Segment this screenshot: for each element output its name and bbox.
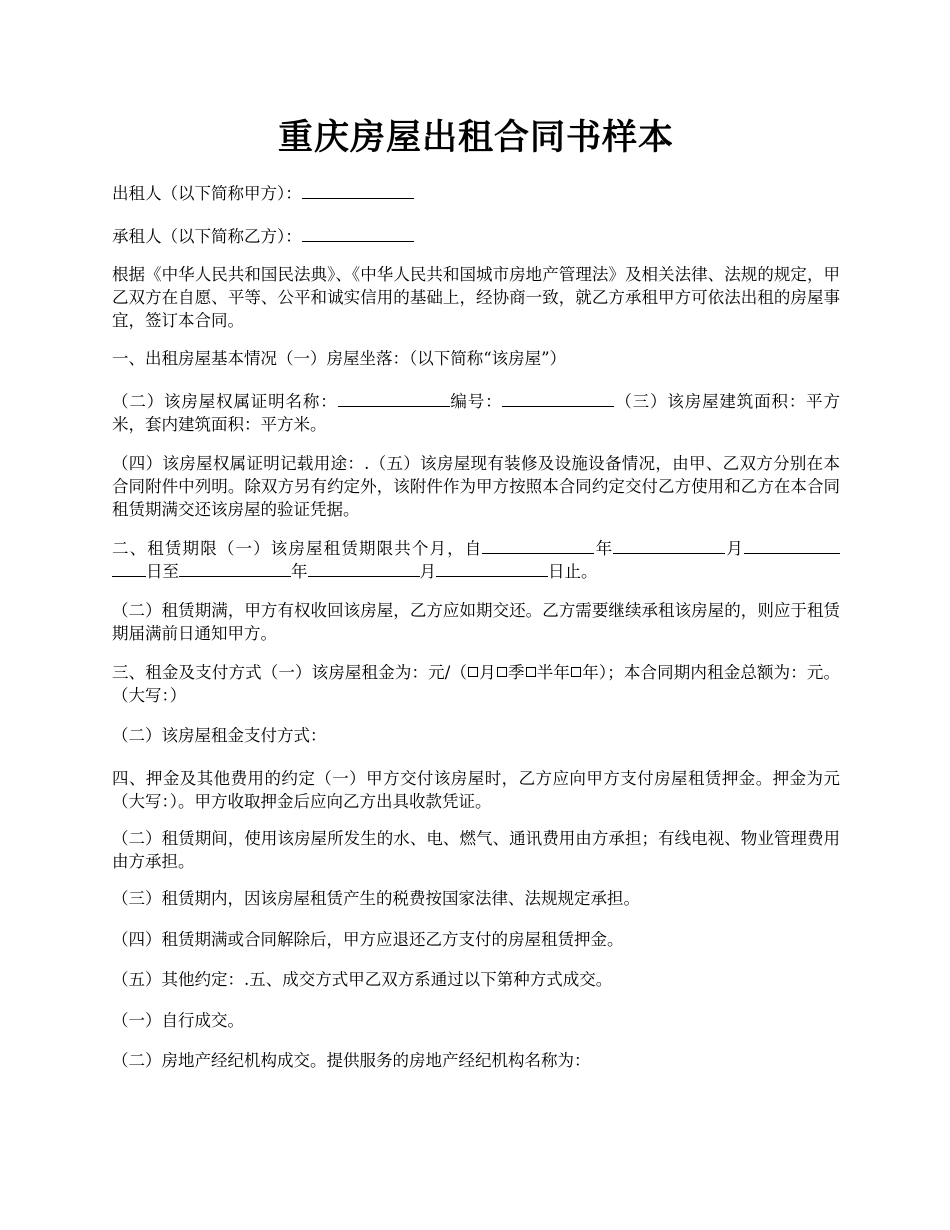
preamble-paragraph: 根据《中华人民共和国民法典》、《中华人民共和国城市房地产管理法》及相关法律、法规的规定，甲乙双方在自愿、平等、公平和诚实信用的基础上，经协商一致，就乙方承租甲方可依法出租的房屋事宜，签订本合同。 [112, 265, 840, 330]
section2-term [112, 537, 840, 583]
document-title: 重庆房屋出租合同书样本 [277, 117, 674, 158]
start-year-blank [482, 539, 594, 554]
section4-deposit: 四、押金及其他费用的约定（一）甲方交付该房屋时，乙方应向甲方支付房屋租赁押金。押金为元（大写：）。甲方收取押金后应向乙方出具收款凭证。 [112, 769, 840, 811]
cert-number-blank [502, 392, 614, 407]
lessor-blank [302, 184, 414, 199]
term-prefix: 二、租赁期限（一）该房屋租赁期限共个月，自 [112, 539, 483, 558]
checkbox-quarter[interactable] [497, 667, 507, 677]
start-day-blank-continued [112, 562, 146, 577]
section4-refund: （四）租赁期满或合同解除后，甲方应退还乙方支付的房屋租赁押金。 [112, 930, 624, 949]
section2-expiry: （二）租赁期满，甲方有权收回该房屋，乙方应如期交还。乙方需要继续承租该房屋的，则应于租赁期届满前日通知甲方。 [112, 601, 840, 643]
checkbox-month[interactable] [468, 667, 478, 677]
lessor-line [112, 182, 840, 205]
option-quarter: 季 [507, 663, 525, 682]
cert-number-label: 编号： [449, 392, 503, 411]
day-to-label: 日至 [146, 562, 179, 581]
option-year: 年 [582, 663, 599, 682]
section4-tax: （三）租赁期内，因该房屋租赁产生的税费按国家法律、法规规定承担。 [112, 889, 640, 908]
end-day-blank [436, 562, 548, 577]
lessee-line [112, 225, 840, 248]
end-month-label: 月 [419, 562, 436, 581]
lessor-label: 出租人（以下简称甲方）： [112, 184, 302, 203]
lessee-label: 承租人（以下简称乙方）： [112, 227, 302, 246]
section4-other: （五）其他约定：.五、成交方式甲乙双方系通过以下第种方式成交。 [112, 970, 613, 989]
start-month-blank [613, 539, 725, 554]
start-year-label: 年 [594, 539, 614, 558]
start-month-label: 月 [725, 539, 745, 558]
checkbox-half-year[interactable] [526, 667, 536, 677]
section1-usage: （四）该房屋权属证明记载用途：.（五）该房屋现有装修及设施设备情况，由甲、乙双方分别在本合同附件中列明。除双方另有约定外，该附件作为甲方按照本合同约定交付乙方使用和乙方在本合同租赁期满交还该房屋的验证凭据。 [112, 454, 840, 519]
rent-suffix: ）；本合同期内租金总额为：元。（大写：） [112, 663, 841, 705]
cert-area-text: （三）该房屋建筑面积：平方米，套内建筑面积：平方米。 [112, 392, 841, 434]
end-year-label: 年 [291, 562, 308, 581]
option-month: 月 [479, 663, 496, 682]
end-month-blank [308, 562, 420, 577]
rent-prefix: 三、租金及支付方式（一）该房屋租金为：元/（ [112, 663, 468, 682]
end-day-label: 日止。 [548, 562, 598, 581]
section4-utilities: （二）租赁期间，使用该房屋所发生的水、电、燃气、通讯费用由方承担；有线电视、物业管理费用由方承担。 [112, 829, 840, 871]
section1-location: 一、出租房屋基本情况（一）房屋坐落：（以下简称“该房屋”） [112, 349, 567, 368]
cert-name-label: （二）该房屋权属证明名称： [112, 392, 338, 411]
cert-name-blank [338, 392, 450, 407]
start-day-blank [744, 539, 840, 554]
lessee-blank [302, 227, 414, 242]
section5-self: （一）自行成交。 [112, 1011, 244, 1030]
end-year-blank [179, 562, 291, 577]
checkbox-year[interactable] [571, 667, 581, 677]
section1-certificate [112, 390, 840, 436]
section3-rent [112, 661, 840, 707]
option-half-year: 半年 [536, 663, 571, 682]
section5-agency: （二）房地产经纪机构成交。提供服务的房地产经纪机构名称为： [112, 1051, 591, 1070]
section3-payment: （二）该房屋租金支付方式： [112, 726, 327, 745]
